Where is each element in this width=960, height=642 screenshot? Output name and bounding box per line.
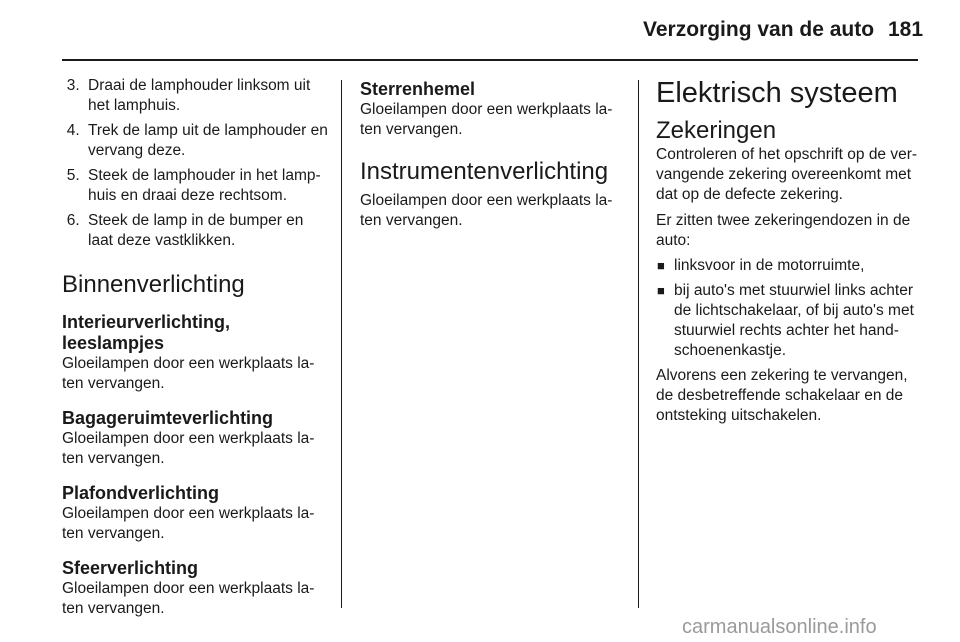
body-text: Gloeilampen door een werkplaats la-ten vervangen. <box>62 355 315 392</box>
step-text: Trek de lamp uit de lamphouder en vervang deze. <box>88 122 328 159</box>
page-header <box>0 0 960 60</box>
body-text: Gloeilampen door een werkplaats la-ten vervangen. <box>62 430 315 467</box>
column-divider-right <box>638 80 639 608</box>
list-item <box>657 256 924 276</box>
step-item <box>84 76 328 116</box>
subheading-zekeringen: Zekeringen <box>656 117 777 144</box>
paragraph-fuseboxes: Er zitten twee zekeringendozen in de auto: <box>656 212 911 249</box>
step-text: Steek de lamp in de bumper en laat deze vastklikken. <box>88 212 304 249</box>
footer-watermark: carmanualsonline.info <box>682 616 877 638</box>
steps-list <box>62 76 328 251</box>
section-heading-binnenverlichting: Binnenverlichting <box>62 271 245 298</box>
column-right <box>656 77 924 426</box>
column-divider-left <box>341 80 342 608</box>
column-left <box>62 76 328 619</box>
subheading-plafondverlichting: Plafondverlichting <box>62 483 220 503</box>
column-middle <box>360 79 620 231</box>
body-text: Gloeilampen door een werkplaats la-ten vervangen. <box>62 505 315 542</box>
bullet-square-icon: ■ <box>657 283 665 298</box>
header-rule <box>62 59 918 61</box>
step-item <box>84 211 328 251</box>
list-item <box>657 281 924 361</box>
list-item-text: bij auto's met stuurwiel links achter de lichtschakelaar, of bij auto's met stuurwiel rechts achter het hand-schoenenkastje. <box>674 282 914 359</box>
body-text: Gloeilampen door een werkplaats la-ten vervangen. <box>360 101 613 138</box>
chapter-heading: Elektrisch systeem <box>656 77 898 109</box>
page-number: 181 <box>888 18 924 41</box>
body-text: Gloeilampen door een werkplaats la-ten vervangen. <box>62 580 315 617</box>
paragraph-check: Controleren of het opschrift op de ver-vangende zekering overeenkomt met dat op de defecte zekering. <box>656 146 918 203</box>
bullet-square-icon: ■ <box>657 258 665 273</box>
step-text: Steek de lamphouder in het lamp-huis en draai deze rechtsom. <box>88 167 321 204</box>
step-text: Draai de lamphouder linksom uit het lamphuis. <box>88 77 311 114</box>
subheading-bagageruimteverlichting: Bagageruimteverlichting <box>62 408 274 428</box>
step-item <box>84 121 328 161</box>
list-item-text: linksvoor in de motorruimte, <box>674 257 865 274</box>
section-heading-instrumentenverlichting: Instrumentenverlichting <box>360 158 609 185</box>
paragraph-before-replacing: Alvorens een zekering te vervangen, de desbetreffende schakelaar en de ontsteking uitschakelen. <box>656 367 908 424</box>
subheading-interieurverlichting: Interieurverlichting, leeslampjes <box>62 312 231 353</box>
subheading-sfeerverlichting: Sfeerverlichting <box>62 558 199 578</box>
body-text: Gloeilampen door een werkplaats la-ten vervangen. <box>360 192 613 229</box>
step-item <box>84 166 328 206</box>
fusebox-list <box>656 256 924 361</box>
subheading-sterrenhemel: Sterrenhemel <box>360 79 476 99</box>
header-title: Verzorging van de auto <box>643 18 875 41</box>
